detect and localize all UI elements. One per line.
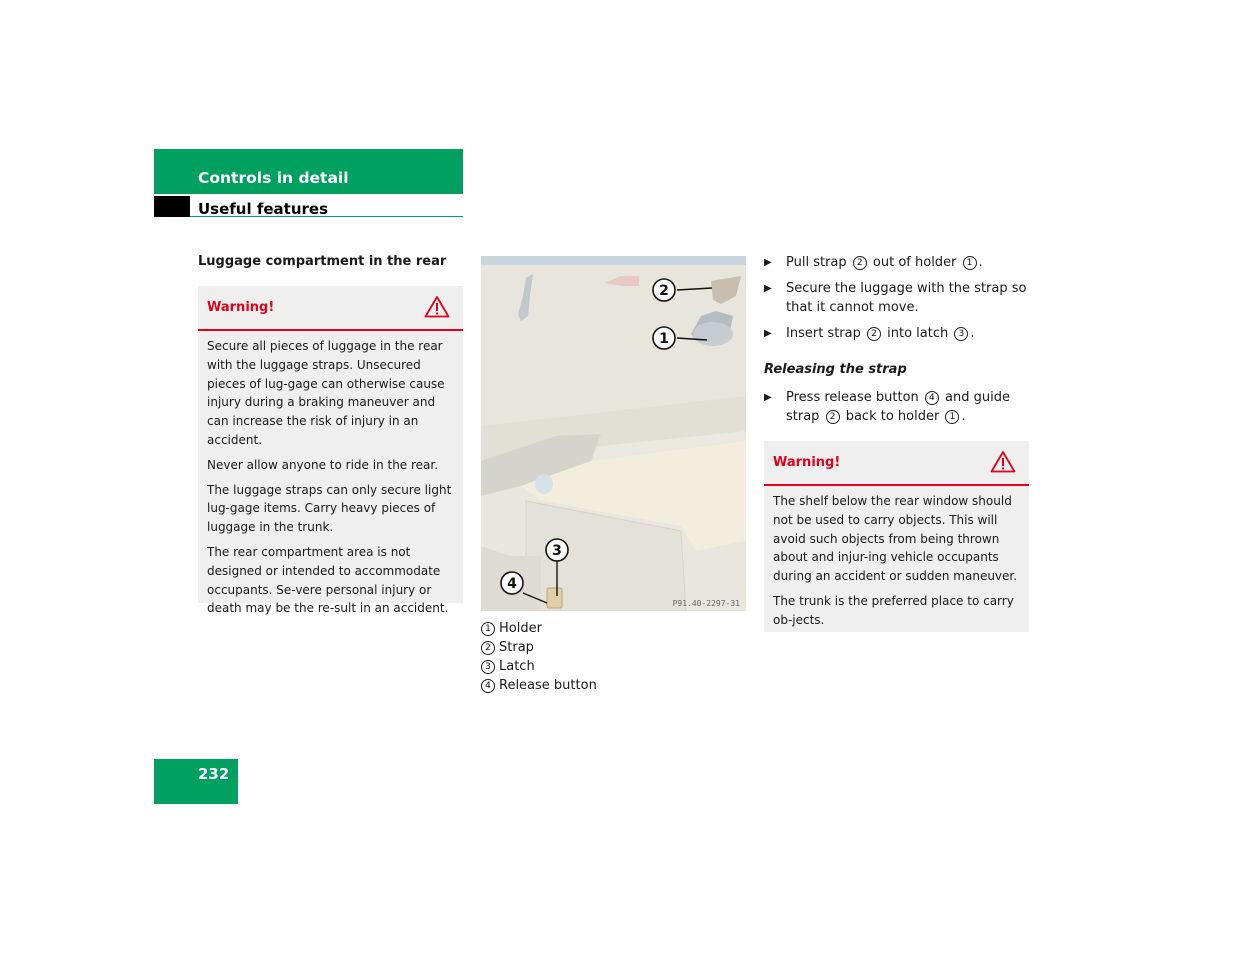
- legend-item: [481, 676, 597, 695]
- page-number: 232: [198, 765, 230, 783]
- callout-4: 4: [507, 576, 517, 592]
- figure-legend: [481, 619, 597, 695]
- legend-number: 4: [481, 679, 495, 693]
- luggage-compartment-figure: [481, 256, 746, 611]
- subsection-marker: [154, 196, 190, 217]
- warning-header: [198, 286, 463, 331]
- step-release-button: ▶ Press release button 4 and guide strap 2 back to holder 1 .: [764, 390, 1010, 424]
- callout-1: 1: [659, 331, 669, 347]
- warning-triangle-icon: [424, 295, 450, 322]
- warning-paragraph: The shelf below the rear window should not be used to carry objects. This will avoid such objects from being thrown about and injur-ing vehicle occupants during an accident or sudden maneuver.: [773, 494, 1018, 584]
- warning-box-left: [198, 286, 463, 616]
- section-heading: Luggage compartment in the rear: [198, 254, 447, 269]
- warning-label: Warning!: [773, 455, 841, 470]
- warning-triangle-icon: [990, 450, 1016, 477]
- figure-code: P91.40-2297-31: [672, 599, 740, 608]
- callout-2: 2: [659, 283, 669, 299]
- callout-3: 3: [552, 543, 562, 559]
- warning-paragraph: Secure all pieces of luggage in the rear with the luggage straps. Unsecured pieces of lug-gage can otherwise cause injury during a braking maneuver and can increase the risk of injury in an accident.: [207, 339, 445, 447]
- step-pull-strap: ▶ Pull strap 2 out of holder 1 .: [764, 255, 983, 270]
- warning-paragraph: The rear compartment area is not designed or intended to accommodate occupants. Se-vere personal injury or death may be the re-sult in an accident.: [207, 544, 449, 616]
- legend-number: 1: [481, 622, 495, 636]
- warning-paragraph: Never allow anyone to ride in the rear.: [207, 457, 439, 472]
- warning-paragraph: The luggage straps can only secure light lug-gage items. Carry heavy pieces of luggage in the trunk.: [207, 482, 452, 535]
- legend-label: Latch: [499, 659, 535, 674]
- legend-number: 3: [481, 660, 495, 674]
- legend-number: 2: [481, 641, 495, 655]
- triangle-bullet-icon: ▶: [764, 283, 772, 294]
- legend-item: [481, 657, 597, 676]
- subsection-title: Useful features: [198, 200, 329, 218]
- legend-label: Holder: [499, 621, 542, 636]
- legend-label: Strap: [499, 640, 534, 655]
- legend-item: [481, 619, 597, 638]
- release-step: [764, 388, 1029, 426]
- warning-label: Warning!: [207, 300, 275, 315]
- legend-item: [481, 638, 597, 657]
- releasing-heading: Releasing the strap: [764, 362, 907, 377]
- section-title: Controls in detail: [198, 169, 349, 187]
- warning-body: [198, 331, 463, 628]
- instruction-steps: [764, 253, 1029, 343]
- warning-body: [764, 486, 1029, 640]
- triangle-bullet-icon: ▶: [764, 257, 772, 268]
- warning-header: [764, 441, 1029, 486]
- warning-box-right: [764, 441, 1029, 632]
- triangle-bullet-icon: ▶: [764, 328, 772, 339]
- step-insert-strap: ▶ Insert strap 2 into latch 3 .: [764, 326, 975, 341]
- legend-label: Release button: [499, 678, 597, 693]
- triangle-bullet-icon: ▶: [764, 392, 772, 403]
- step-secure-luggage: ▶ Secure the luggage with the strap so that it cannot move.: [764, 281, 1027, 315]
- warning-paragraph: The trunk is the preferred place to carry ob-jects.: [773, 593, 1014, 627]
- luggage-compartment-illustration: [481, 256, 746, 611]
